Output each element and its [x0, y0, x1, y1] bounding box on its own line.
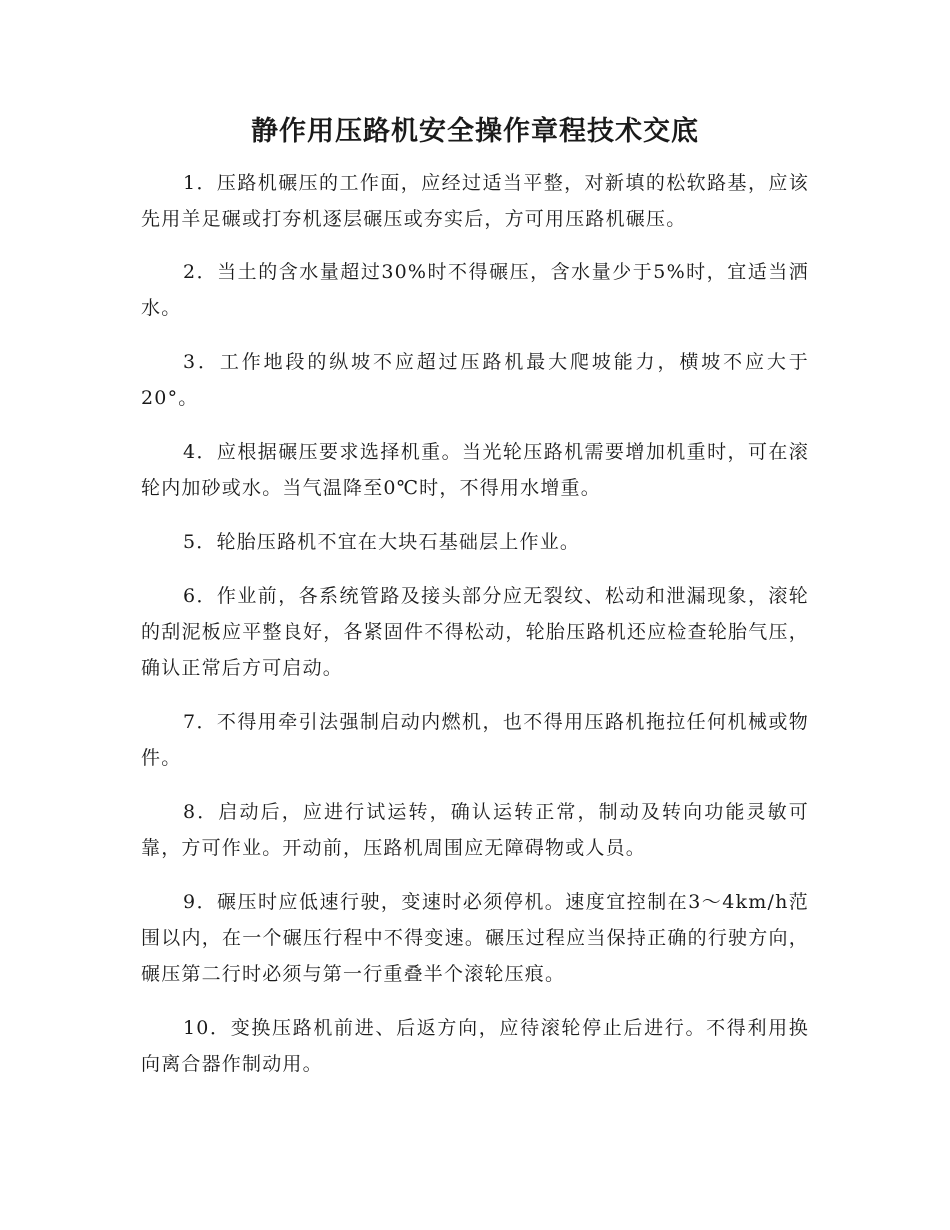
paragraph-5: 5．轮胎压路机不宜在大块石基础层上作业。: [183, 531, 581, 553]
paragraph-3: 3．工作地段的纵坡不应超过压路机最大爬坡能力，横坡不应大于20°。: [141, 351, 809, 409]
paragraph-8: 8．启动后，应进行试运转，确认运转正常，制动及转向功能灵敏可靠，方可作业。开动前，压路机周围应无障碍物或人员。: [141, 801, 809, 859]
paragraph-9: 9．碾压时应低速行驶，变速时必须停机。速度宜控制在3～4km/h范围以内，在一个碾压行程中不得变速。碾压过程应当保持正确的行驶方向，碾压第二行时必须与第一行重叠半个滚轮压痕。: [141, 891, 809, 985]
paragraph-7: 7．不得用牵引法强制启动内燃机，也不得用压路机拖拉任何机械或物件。: [141, 711, 809, 769]
paragraph-4: 4．应根据碾压要求选择机重。当光轮压路机需要增加机重时，可在滚轮内加砂或水。当气温降至0℃时，不得用水增重。: [141, 441, 809, 499]
paragraph-10: 10．变换压路机前进、后返方向，应待滚轮停止后进行。不得利用换向离合器作制动用。: [141, 1017, 809, 1075]
paragraph-2: 2．当土的含水量超过30%时不得碾压，含水量少于5%时，宜适当洒水。: [141, 261, 809, 319]
document-title: 静作用压路机安全操作章程技术交底: [251, 116, 699, 147]
paragraph-1: 1．压路机碾压的工作面，应经过适当平整，对新填的松软路基，应该先用羊足碾或打夯机逐层碾压或夯实后，方可用压路机碾压。: [141, 172, 809, 230]
paragraph-6: 6．作业前，各系统管路及接头部分应无裂纹、松动和泄漏现象，滚轮的刮泥板应平整良好，各紧固件不得松动，轮胎压路机还应检查轮胎气压，确认正常后方可启动。: [141, 585, 809, 679]
